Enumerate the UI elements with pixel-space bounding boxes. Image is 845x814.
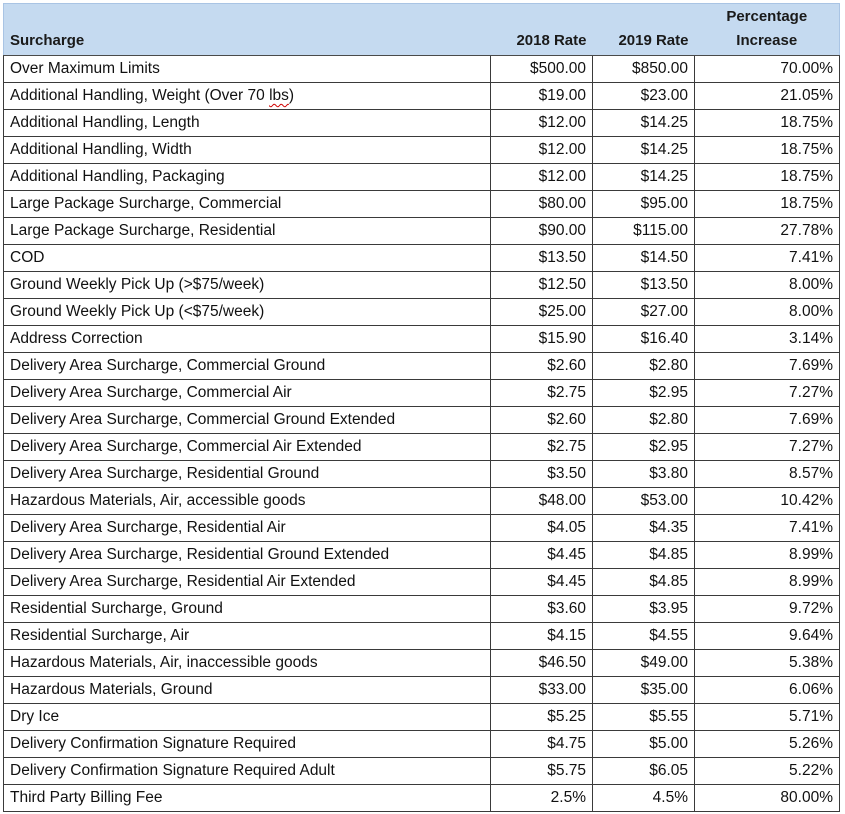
surcharge-name-cell <box>4 164 491 191</box>
surcharge-name: Additional Handling, Width <box>10 141 192 158</box>
surcharge-name-cell <box>4 488 491 515</box>
table-row <box>4 623 840 650</box>
surcharge-name: Delivery Area Surcharge, Residential Ground <box>10 465 320 482</box>
table-row <box>4 191 840 218</box>
surcharge-name: Delivery Area Surcharge, Commercial Ground Extended <box>10 411 396 428</box>
table-row <box>4 83 840 110</box>
percentage-increase-cell: 8.57% <box>695 461 840 488</box>
percentage-increase-cell: 8.99% <box>695 542 840 569</box>
percentage-increase-cell: 8.99% <box>695 569 840 596</box>
surcharge-name: Delivery Area Surcharge, Commercial Air <box>10 384 292 401</box>
table-row <box>4 488 840 515</box>
percentage-increase-cell: 18.75% <box>695 137 840 164</box>
surcharge-name-cell <box>4 623 491 650</box>
table-row <box>4 407 840 434</box>
table-row <box>4 677 840 704</box>
rate-2019-cell: $5.55 <box>593 704 695 731</box>
percentage-increase-cell: 10.42% <box>695 488 840 515</box>
rate-2019-cell: $2.95 <box>593 380 695 407</box>
surcharge-name: Delivery Confirmation Signature Required Adult <box>10 762 335 779</box>
rate-2019-cell: $13.50 <box>593 272 695 299</box>
surcharge-name: Hazardous Materials, Air, inaccessible goods <box>10 654 318 671</box>
rate-2018-cell: $25.00 <box>491 299 593 326</box>
percentage-header-line2: Increase <box>736 32 798 49</box>
table-row <box>4 110 840 137</box>
surcharge-name-cell <box>4 353 491 380</box>
surcharge-name: Delivery Area Surcharge, Residential Air Extended <box>10 573 356 590</box>
percentage-increase-cell: 7.69% <box>695 353 840 380</box>
rate-2018-cell: $12.00 <box>491 164 593 191</box>
rate-2018-cell: $13.50 <box>491 245 593 272</box>
surcharge-name-cell <box>4 191 491 218</box>
surcharge-name: Delivery Area Surcharge, Commercial Ground <box>10 357 326 374</box>
surcharge-name-cell <box>4 56 491 83</box>
surcharge-name: Hazardous Materials, Air, accessible goods <box>10 492 306 509</box>
percentage-increase-cell: 5.71% <box>695 704 840 731</box>
surcharge-name-cell <box>4 326 491 353</box>
table-row <box>4 434 840 461</box>
surcharge-name: Delivery Confirmation Signature Required <box>10 735 297 752</box>
rate-2018-cell: $4.75 <box>491 731 593 758</box>
rate-2018-cell: $12.00 <box>491 137 593 164</box>
surcharge-name-cell <box>4 650 491 677</box>
rate-2019-cell: $14.50 <box>593 245 695 272</box>
rate-2018-cell: $48.00 <box>491 488 593 515</box>
surcharge-name-cell <box>4 137 491 164</box>
surcharge-name: Residential Surcharge, Air <box>10 627 190 644</box>
surcharge-name-cell <box>4 434 491 461</box>
surcharge-name: Ground Weekly Pick Up (<$75/week) <box>10 303 265 320</box>
percentage-increase-cell: 3.14% <box>695 326 840 353</box>
rate-2019-cell: $53.00 <box>593 488 695 515</box>
rate-2019-cell: $14.25 <box>593 110 695 137</box>
percentage-increase-cell: 7.69% <box>695 407 840 434</box>
percentage-increase-cell: 8.00% <box>695 272 840 299</box>
rate-2018-cell: $12.50 <box>491 272 593 299</box>
surcharge-table-body <box>4 56 840 812</box>
surcharge-name: Delivery Area Surcharge, Commercial Air Extended <box>10 438 362 455</box>
rate-2018-cell: $5.75 <box>491 758 593 785</box>
percentage-increase-cell: 6.06% <box>695 677 840 704</box>
rate-2019-cell: $14.25 <box>593 137 695 164</box>
table-row <box>4 299 840 326</box>
surcharge-name-cell <box>4 515 491 542</box>
table-row <box>4 380 840 407</box>
surcharge-name: Delivery Area Surcharge, Residential Air <box>10 519 286 536</box>
rate-2019-cell: $3.80 <box>593 461 695 488</box>
rate-2019-cell: $27.00 <box>593 299 695 326</box>
surcharge-name-cell <box>4 596 491 623</box>
surcharge-name: Ground Weekly Pick Up (>$75/week) <box>10 276 265 293</box>
rate-2018-cell: $2.75 <box>491 380 593 407</box>
rate-2019-cell: $14.25 <box>593 164 695 191</box>
rate-2019-cell: $35.00 <box>593 677 695 704</box>
rate-2019-cell: $850.00 <box>593 56 695 83</box>
rate-2019-cell: $23.00 <box>593 83 695 110</box>
surcharge-name: COD <box>10 249 45 266</box>
table-row <box>4 353 840 380</box>
surcharge-name: Additional Handling, Packaging <box>10 168 225 185</box>
percentage-increase-cell: 18.75% <box>695 164 840 191</box>
table-row <box>4 56 840 83</box>
percentage-increase-cell: 80.00% <box>695 785 840 812</box>
surcharge-name-cell <box>4 731 491 758</box>
surcharge-name: Large Package Surcharge, Commercial <box>10 195 282 212</box>
percentage-increase-cell: 9.72% <box>695 596 840 623</box>
surcharge-name-cell <box>4 704 491 731</box>
percentage-header-line1: Percentage <box>726 8 808 25</box>
surcharge-table <box>3 3 840 812</box>
percentage-increase-cell: 70.00% <box>695 56 840 83</box>
table-row <box>4 758 840 785</box>
surcharge-name-cell <box>4 83 491 110</box>
rate-2018-cell: $12.00 <box>491 110 593 137</box>
surcharge-name-cell <box>4 542 491 569</box>
rate-2019-cell: $49.00 <box>593 650 695 677</box>
table-row <box>4 461 840 488</box>
surcharge-name-cell <box>4 218 491 245</box>
rate-2019-cell: 4.5% <box>593 785 695 812</box>
surcharge-table-container <box>3 3 840 812</box>
percentage-increase-cell: 18.75% <box>695 110 840 137</box>
rate-2019-cell: $2.95 <box>593 434 695 461</box>
rate-2019-cell: $16.40 <box>593 326 695 353</box>
rate-2019-cell: $2.80 <box>593 407 695 434</box>
percentage-increase-cell: 8.00% <box>695 299 840 326</box>
rate-2018-cell: $3.50 <box>491 461 593 488</box>
surcharge-name: Hazardous Materials, Ground <box>10 681 213 698</box>
rate-2019-cell: $115.00 <box>593 218 695 245</box>
rate-2019-cell: $4.35 <box>593 515 695 542</box>
rate-2019-cell: $95.00 <box>593 191 695 218</box>
percentage-increase-cell: 5.26% <box>695 731 840 758</box>
rate-2018-cell: $4.45 <box>491 569 593 596</box>
surcharge-name: Address Correction <box>10 330 143 347</box>
rate-2018-cell: $80.00 <box>491 191 593 218</box>
percentage-increase-cell: 5.22% <box>695 758 840 785</box>
percentage-increase-cell: 5.38% <box>695 650 840 677</box>
rate-2018-cell: $4.05 <box>491 515 593 542</box>
table-row <box>4 326 840 353</box>
percentage-increase-cell: 27.78% <box>695 218 840 245</box>
rate-2018-cell: $2.60 <box>491 353 593 380</box>
table-row <box>4 731 840 758</box>
surcharge-name: Over Maximum Limits <box>10 60 160 77</box>
surcharge-name-cell <box>4 110 491 137</box>
rate-2018-cell: $5.25 <box>491 704 593 731</box>
rate-2019-cell: $4.85 <box>593 569 695 596</box>
surcharge-name-cell <box>4 380 491 407</box>
surcharge-name: Additional Handling, Weight (Over 70 <box>10 87 270 104</box>
rate-2019-cell: $3.95 <box>593 596 695 623</box>
surcharge-name: Dry Ice <box>10 708 60 725</box>
surcharge-name-cell <box>4 569 491 596</box>
rate-2018-cell: $500.00 <box>491 56 593 83</box>
percentage-increase-cell: 7.27% <box>695 434 840 461</box>
rate-2019-header: 2019 Rate <box>593 4 695 56</box>
surcharge-name-cell <box>4 461 491 488</box>
percentage-increase-header <box>695 4 840 56</box>
table-row <box>4 515 840 542</box>
rate-2018-cell: $46.50 <box>491 650 593 677</box>
table-row <box>4 596 840 623</box>
surcharge-name-cell <box>4 785 491 812</box>
rate-2018-header: 2018 Rate <box>491 4 593 56</box>
rate-2018-cell: $4.15 <box>491 623 593 650</box>
rate-2019-cell: $4.55 <box>593 623 695 650</box>
table-row <box>4 272 840 299</box>
surcharge-name: Delivery Area Surcharge, Residential Ground Extended <box>10 546 390 563</box>
table-row <box>4 704 840 731</box>
surcharge-name-cell <box>4 299 491 326</box>
surcharge-name-cell <box>4 407 491 434</box>
surcharge-name: Residential Surcharge, Ground <box>10 600 223 617</box>
percentage-increase-cell: 21.05% <box>695 83 840 110</box>
rate-2019-cell: $6.05 <box>593 758 695 785</box>
table-row <box>4 164 840 191</box>
table-row <box>4 218 840 245</box>
percentage-increase-cell: 7.41% <box>695 515 840 542</box>
rate-2018-cell: $15.90 <box>491 326 593 353</box>
table-row <box>4 650 840 677</box>
table-row <box>4 137 840 164</box>
table-row <box>4 245 840 272</box>
surcharge-name-cell <box>4 272 491 299</box>
surcharge-header: Surcharge <box>4 4 491 56</box>
rate-2018-cell: $4.45 <box>491 542 593 569</box>
rate-2018-cell: $3.60 <box>491 596 593 623</box>
rate-2018-cell: $2.75 <box>491 434 593 461</box>
rate-2018-cell: 2.5% <box>491 785 593 812</box>
surcharge-name: Additional Handling, Length <box>10 114 200 131</box>
table-row <box>4 785 840 812</box>
percentage-increase-cell: 18.75% <box>695 191 840 218</box>
spellcheck-flagged-word: lbs <box>269 87 289 104</box>
rate-2018-cell: $33.00 <box>491 677 593 704</box>
table-row <box>4 542 840 569</box>
percentage-increase-cell: 7.27% <box>695 380 840 407</box>
percentage-increase-cell: 7.41% <box>695 245 840 272</box>
rate-2018-cell: $19.00 <box>491 83 593 110</box>
surcharge-name: Third Party Billing Fee <box>10 789 163 806</box>
surcharge-name-cell <box>4 245 491 272</box>
surcharge-name-cell <box>4 758 491 785</box>
rate-2018-cell: $2.60 <box>491 407 593 434</box>
rate-2018-cell: $90.00 <box>491 218 593 245</box>
surcharge-name: Large Package Surcharge, Residential <box>10 222 276 239</box>
rate-2019-cell: $4.85 <box>593 542 695 569</box>
surcharge-name-end: ) <box>288 87 295 104</box>
rate-2019-cell: $5.00 <box>593 731 695 758</box>
table-row <box>4 569 840 596</box>
rate-2019-cell: $2.80 <box>593 353 695 380</box>
surcharge-name-cell <box>4 677 491 704</box>
header-row <box>4 4 840 56</box>
percentage-increase-cell: 9.64% <box>695 623 840 650</box>
